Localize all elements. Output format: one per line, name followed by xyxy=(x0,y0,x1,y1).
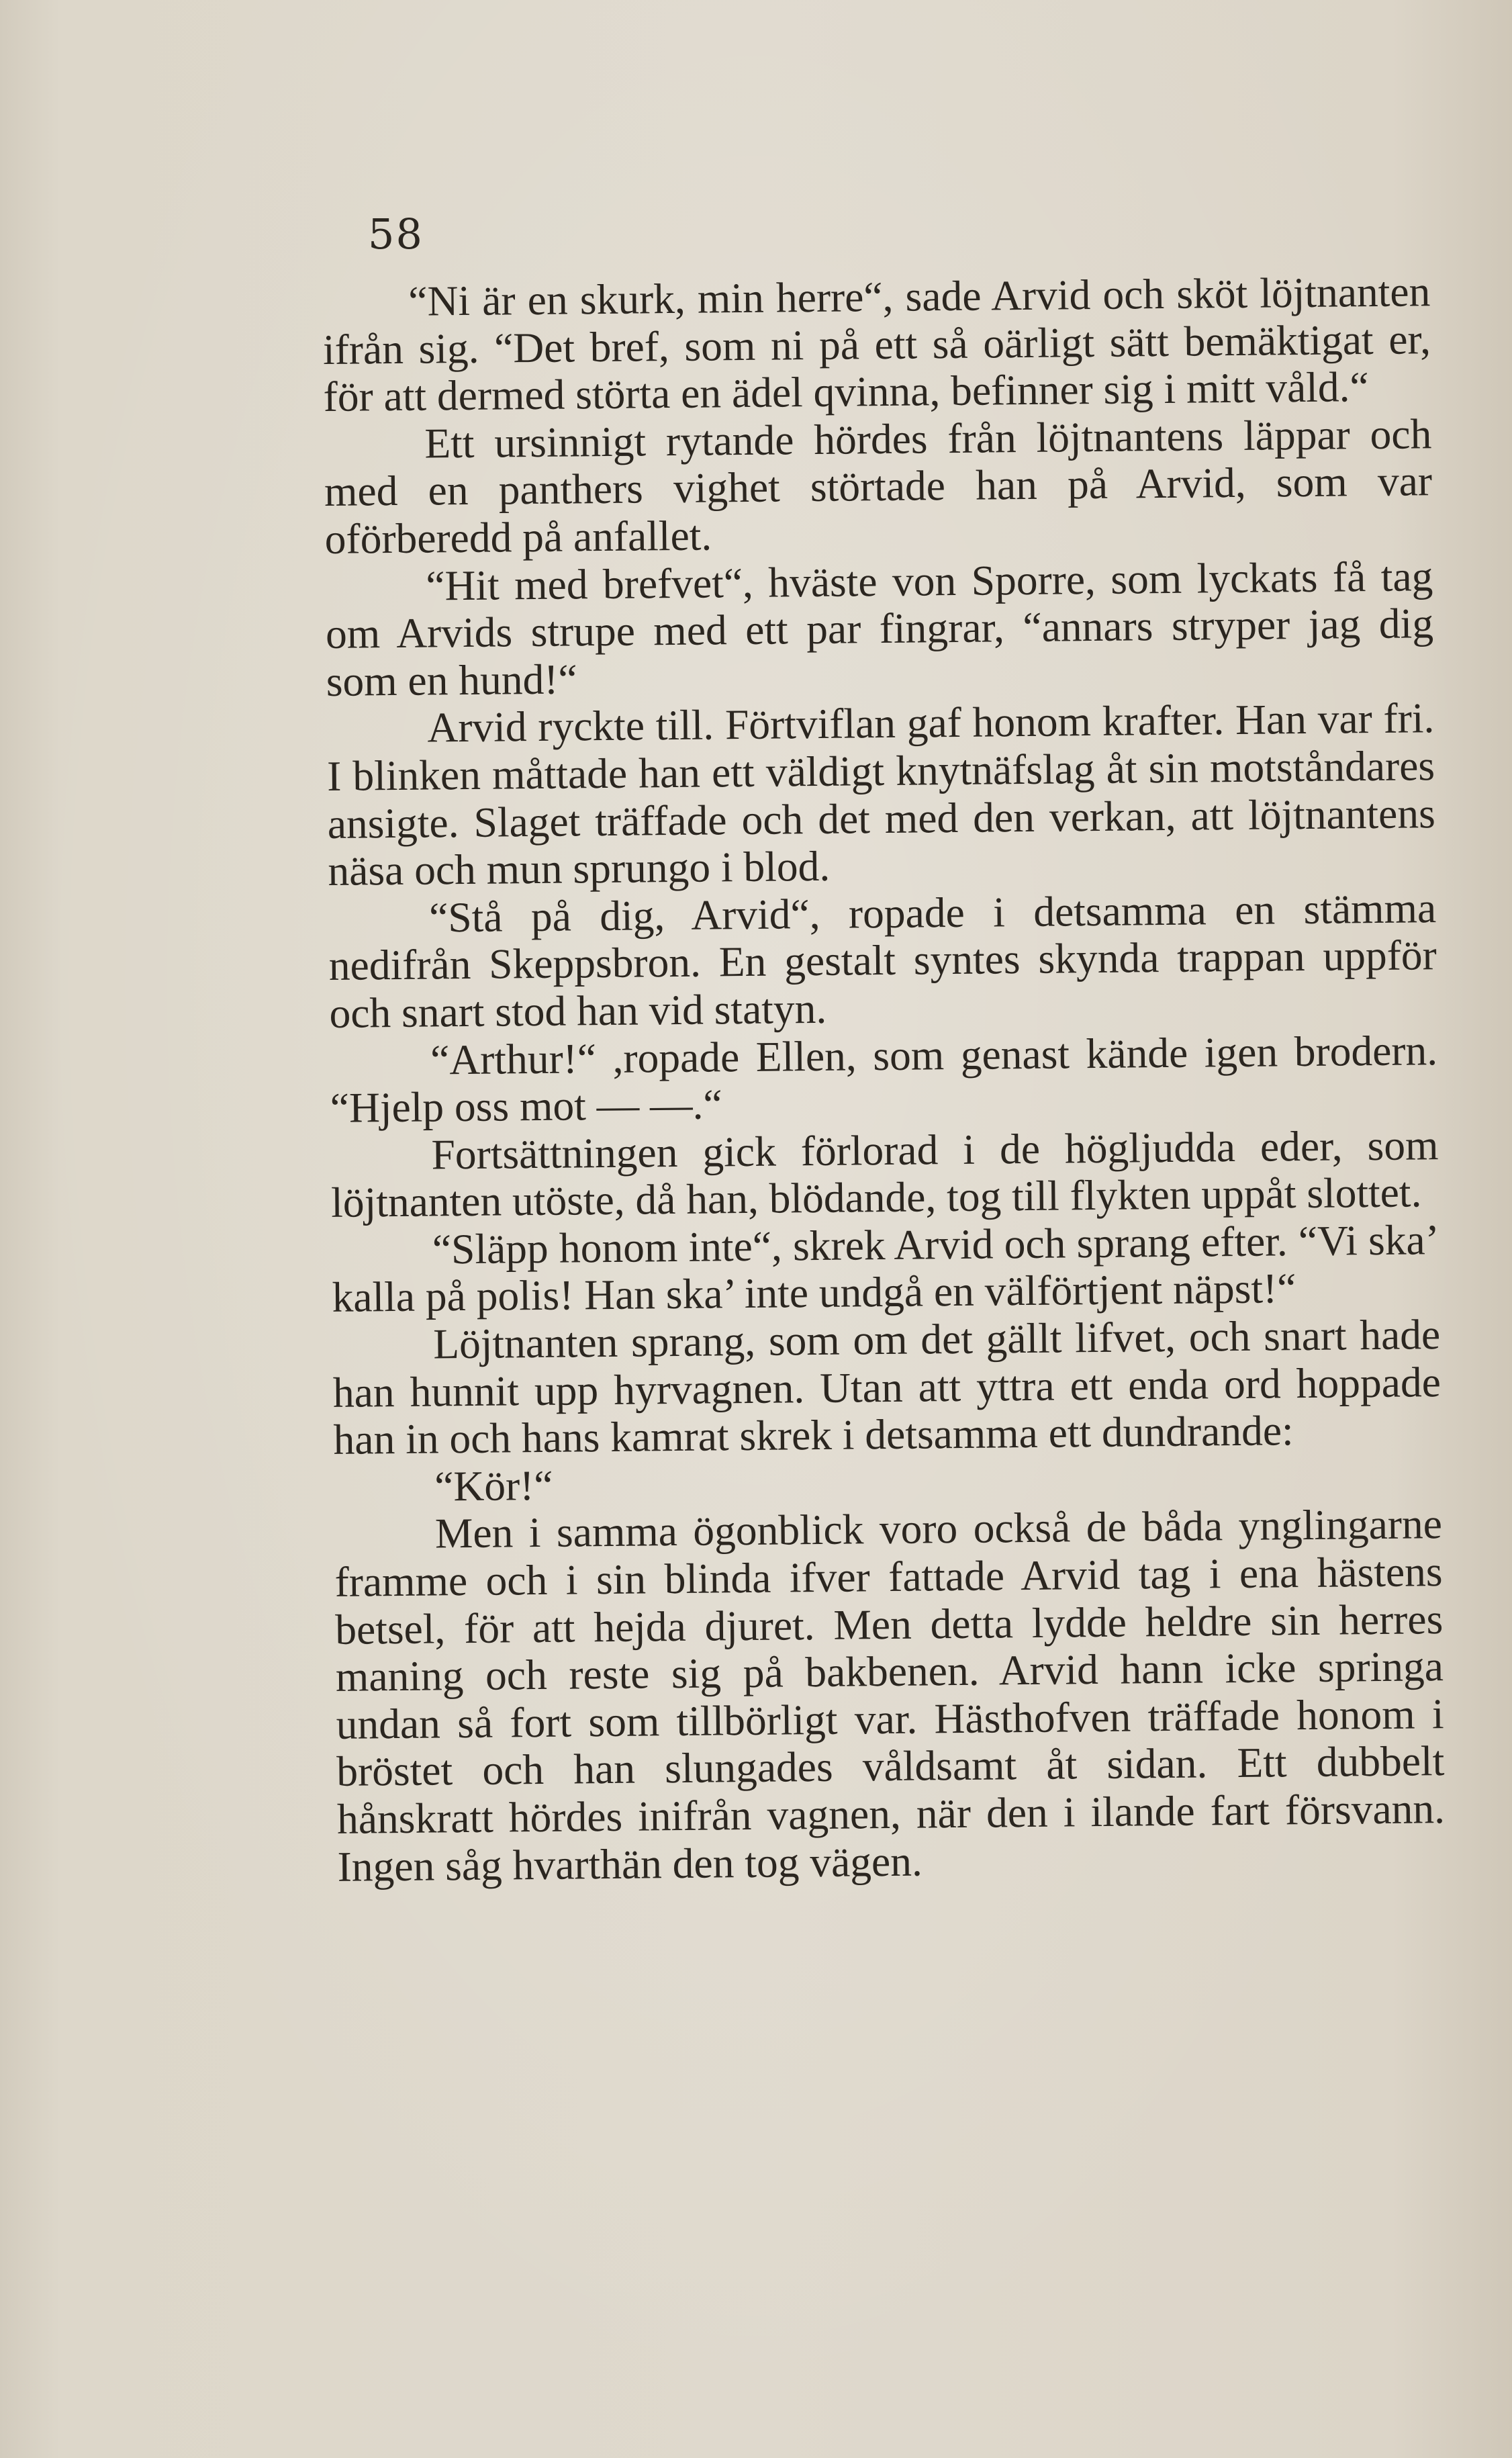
paragraph: Men i samma ögonblick voro också de båda ynglingarne framme och i sin blinda ifver fattade Arvid tag i ena hästens betsel, för att hejda djuret. Men detta lydde heldre sin herres maning och reste sig på bakbenen. Arvid hann icke springa undan så fort som tillbörligt var. Hästhofven träffade honom i bröstet och han slungades våldsamt åt sidan. Ett dubbelt hånskratt hördes inifrån vagnen, när den i ilande fart försvann. Ingen såg hvarthän den tog vägen. xyxy=(334,1500,1446,1891)
paragraph: Ett ursinnigt rytande hördes från löjtnantens läppar och med en panthers vighet störtade han på Arvid, som var oförberedd på anfallet. xyxy=(324,409,1433,563)
body-text xyxy=(322,268,1446,1891)
paragraph: “Hit med brefvet“, hväste von Sporre, som lyckats få tag om Arvids strupe med ett par fingrar, “annars stryper jag dig som en hund!“ xyxy=(325,551,1434,705)
paragraph: “Ni är en skurk, min herre“, sade Arvid och sköt löjtnanten ifrån sig. “Det bref, som ni på ett så oärligt sätt bemäktigat er, för att dermed störta en ädel qvinna, befinner sig i mitt våld.“ xyxy=(322,267,1431,421)
paragraph: “Släpp honom inte“, skrek Arvid och sprang efter. “Vi ska’ kalla på polis! Han ska’ inte undgå en välförtjent näpst!“ xyxy=(332,1215,1440,1322)
paragraph: Fortsättningen gick förlorad i de högljudda eder, som löjtnanten utöste, då han, blödande, tog till flykten uppåt slottet. xyxy=(330,1120,1439,1227)
page-number: 58 xyxy=(368,210,424,259)
paragraph: Arvid ryckte till. Förtviflan gaf honom krafter. Han var fri. I blinken måttade han ett väldigt knytnäfslag åt sin motståndares ansigte. Slaget träffade och det med den verkan, att löjtnantens näsa och mun sprungo i blod. xyxy=(326,694,1436,895)
paragraph: “Kör!“ xyxy=(434,1461,553,1510)
paragraph: “Arthur!“ ,ropade Ellen, som genast kände igen brodern. “Hjelp oss mot — —.“ xyxy=(330,1026,1438,1132)
paragraph: “Stå på dig, Arvid“, ropade i detsamma en stämma nedifrån Skeppsbron. En gestalt syntes skynda trappan uppför och snart stod han vid statyn. xyxy=(328,883,1437,1037)
paragraph: Löjtnanten sprang, som om det gällt lifvet, och snart hade han hunnit upp hyrvagnen. Utan att yttra ett enda ord hoppade han in och hans kamrat skrek i detsamma ett dundrande: xyxy=(332,1310,1442,1464)
